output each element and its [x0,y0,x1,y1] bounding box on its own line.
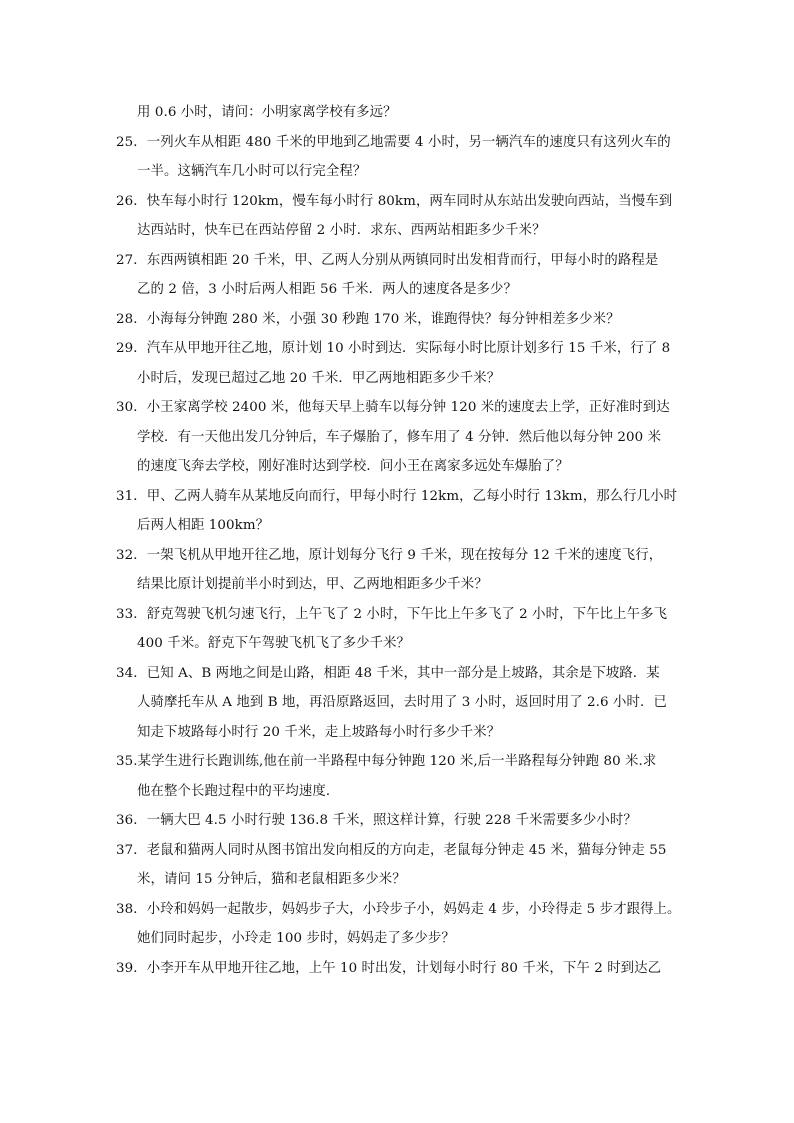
text-line: 31．甲、乙两人骑车从某地反向而行，甲每小时行 12km，乙每小时行 13km，那么行几小时 [116,488,678,504]
text-line: 30．小王家离学校 2400 米，他每天早上骑车以每分钟 120 米的速度去上学，正好准时到达 [116,400,670,415]
text-line: 37．老鼠和猫两人同时从图书馆出发向相反的方向走，老鼠每分钟走 45 米，猫每分钟走 55 [116,842,667,858]
text-line: 米，请问 15 分钟后，猫和老鼠相距多少米？ [137,872,406,887]
text-line: 39．小李开车从甲地开往乙地，上午 10 时出发，计划每小时行 80 千米，下午 2 时到达乙 [116,960,662,976]
text-line: 29．汽车从甲地开往乙地，原计划 10 小时到达．实际每小时比原计划多行 15 千米，行了 8 [116,341,671,356]
text-line: 34．已知 A、B 两地之间是山路，相距 48 千米，其中一部分是上坡路，其余是下坡路．某 [116,665,660,681]
problem-list [116,98,686,983]
text-line: 25．一列火车从相距 480 千米的甲地到乙地需要 4 小时，另一辆汽车的速度只有这列火车的 [116,134,671,150]
text-line: 400 千米。舒克下午驾驶飞机飞了多少千米？ [137,636,411,651]
text-line: 乙的 2 倍，3 小时后两人相距 56 千米．两人的速度各是多少？ [137,282,518,297]
text-line: 知走下坡路每小时行 20 千米，走上坡路每小时行多少千米？ [137,724,501,740]
text-line: 一半。这辆汽车几小时可以行完全程？ [137,164,367,179]
text-line: 她们同时起步，小玲走 100 步时，妈妈走了多少步？ [137,931,455,946]
text-line: 33．舒克驾驶飞机匀速飞行，上午飞了 2 小时，下午比上午多飞了 2 小时，下午比上午多飞 [116,606,668,622]
text-line: 26．快车每小时行 120km，慢车每小时行 80km，两车同时从东站出发驶向西站，当慢车到 [116,193,673,209]
text-line: 的速度飞奔去学校，刚好准时达到学校．问小王在离家多远处车爆胎了？ [137,459,569,474]
text-line: 36．一辆大巴 4.5 小时行驶 136.8 千米，照这样计算，行驶 228 千米需要多少小时？ [116,813,637,828]
text-line: 用 0.6 小时，请问：小明家离学校有多远？ [137,105,397,120]
text-line: 达西站时，快车已在西站停留 2 小时．求东、西两站相距多少千米？ [137,223,546,238]
text-line: 人骑摩托车从 A 地到 B 地，再沿原路返回，去时用了 3 小时，返回时用了 2.6 小时．已 [137,695,667,710]
text-line: 32．一架飞机从甲地开往乙地，原计划每分飞行 9 千米，现在按每分 12 千米的速度飞行， [116,547,663,563]
text-line: 小时后，发现已超过乙地 20 千米．甲乙两地相距多少千米？ [137,370,501,386]
text-line: 35.某学生进行长跑训练,他在前一半路程中每分钟跑 120 米,后一半路程每分钟跑 80 米.求 [116,754,657,769]
text-line: 结果比原计划提前半小时到达，甲、乙两地相距多少千米？ [137,577,488,592]
text-line: 28．小海每分钟跑 280 米，小强 30 秒跑 170 米，谁跑得快？每分钟相差多少米？ [116,311,620,327]
text-line: 38．小玲和妈妈一起散步，妈妈步子大，小玲步子小，妈妈走 4 步，小玲得走 5 步才跟得上。 [116,901,681,917]
text-line: 27．东西两镇相距 20 千米，甲、乙两人分别从两镇同时出发相背而行，甲每小时的路程是 [116,252,659,268]
text-line: 他在整个长跑过程中的平均速度． [137,783,340,799]
text-line: 后两人相距 100km？ [137,518,270,533]
text-line: 学校．有一天他出发几分钟后，车子爆胎了，修车用了 4 分钟．然后他以每分钟 200 米 [137,429,662,445]
